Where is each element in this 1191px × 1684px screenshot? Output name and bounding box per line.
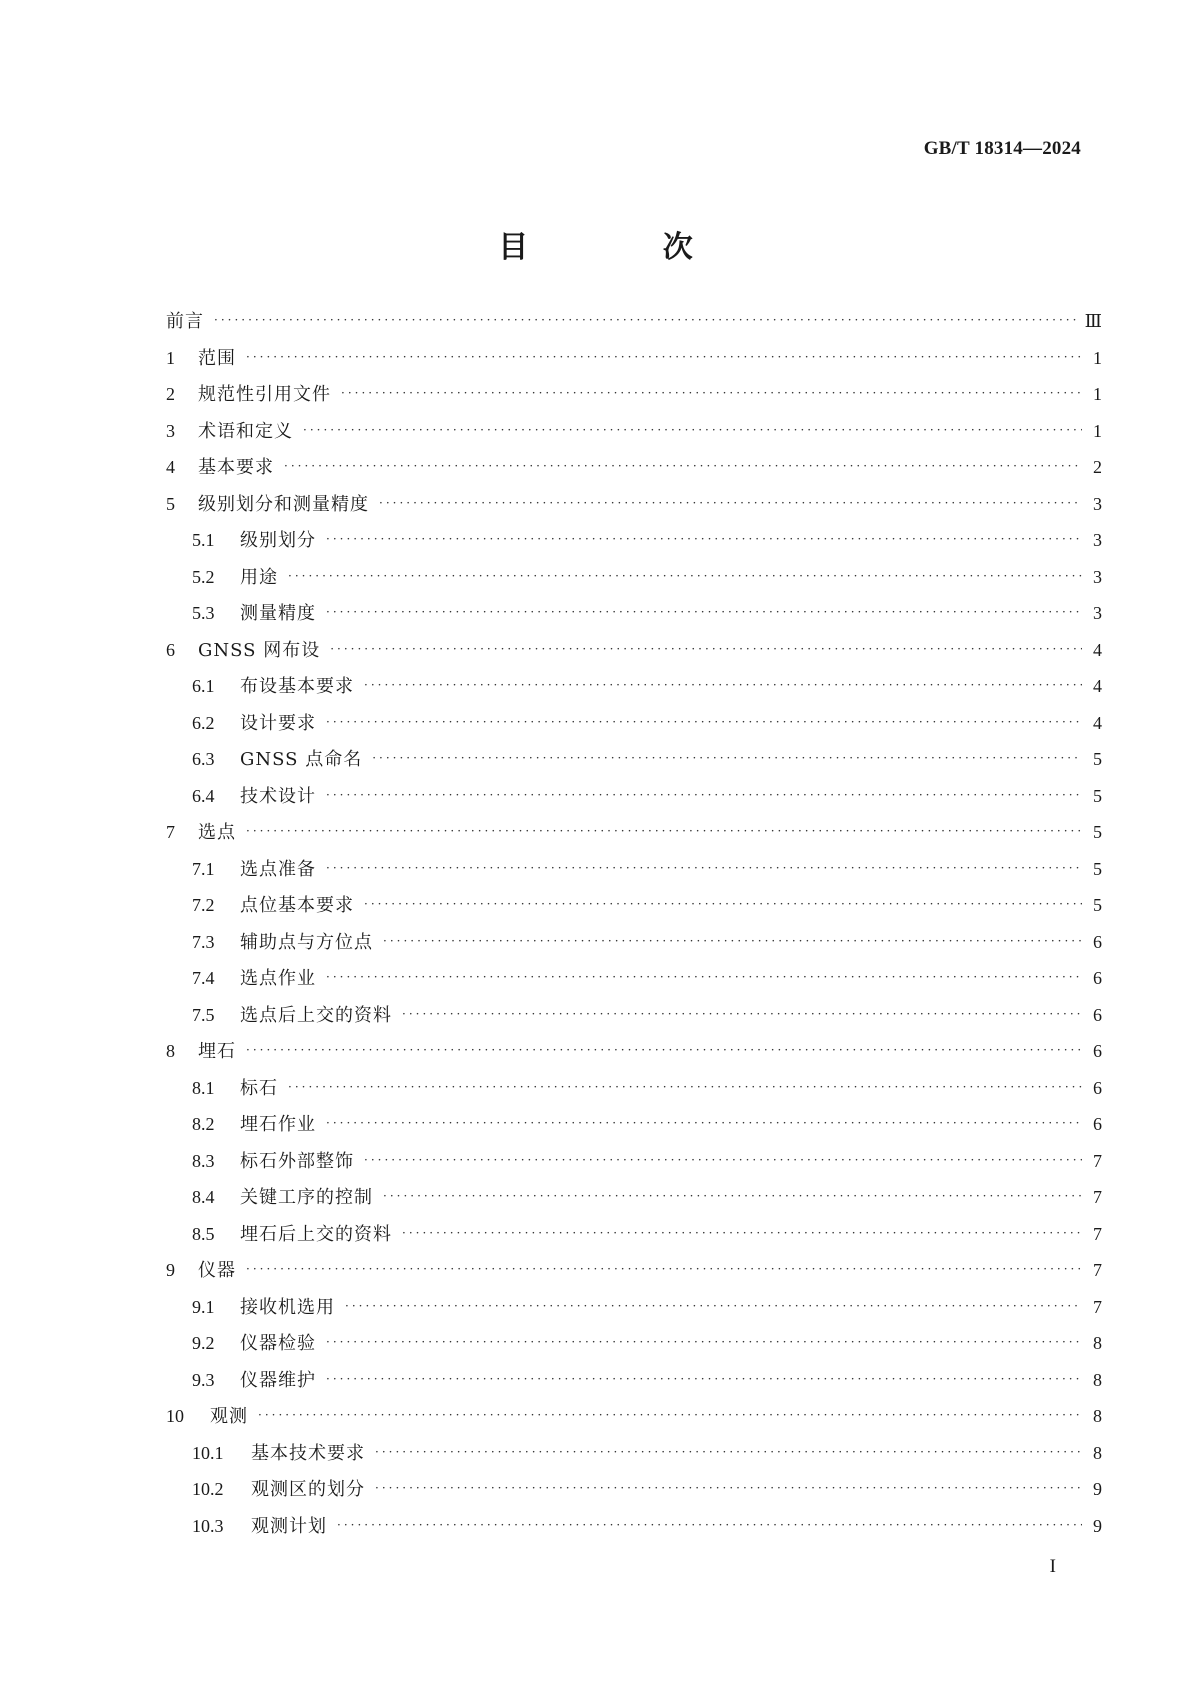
toc-entry[interactable] [166, 1289, 1102, 1326]
toc-entry[interactable] [166, 1435, 1102, 1472]
toc-entry[interactable] [166, 303, 1102, 340]
toc-entry-page: 6 [1093, 1077, 1102, 1098]
toc-entry[interactable] [166, 486, 1102, 523]
toc-entry-title: 测量精度 [240, 603, 316, 624]
toc-dot-leader [326, 704, 1082, 741]
toc-entry-page: 3 [1093, 603, 1102, 623]
toc-entry-number: 7.2 [192, 895, 215, 915]
toc-dot-leader [330, 631, 1082, 668]
toc-entry-title: 辅助点与方位点 [240, 931, 373, 953]
toc-entry-number: 6.3 [192, 749, 215, 769]
toc-dot-leader [326, 959, 1082, 996]
toc-entry-title: 仪器维护 [240, 1369, 316, 1391]
toc-entry[interactable] [166, 1143, 1102, 1180]
toc-entry-title: 埋石作业 [240, 1114, 316, 1135]
toc-entry[interactable] [166, 559, 1102, 596]
toc-entry[interactable] [166, 1070, 1102, 1107]
toc-dot-leader [364, 886, 1082, 923]
toc-entry-title: 布设基本要求 [240, 676, 354, 697]
toc-entry-number: 5 [166, 493, 175, 514]
toc-entry-page: 7 [1093, 1223, 1102, 1244]
toc-entry[interactable] [166, 997, 1102, 1034]
toc-dot-leader [375, 1434, 1082, 1471]
toc-dot-leader [246, 1251, 1082, 1288]
toc-entry-title: 选点 [198, 822, 236, 843]
toc-entry-number: 7 [166, 822, 175, 842]
toc-dot-leader [375, 1470, 1082, 1507]
toc-dot-leader [364, 1142, 1082, 1179]
toc-entry-page: 5 [1093, 895, 1102, 915]
toc-dot-leader [246, 1032, 1082, 1069]
toc-entry-page: Ⅲ [1084, 311, 1102, 331]
footer-page-number: I [1049, 1556, 1056, 1577]
toc-entry-page: 1 [1093, 347, 1102, 368]
standard-code: GB/T 18314—2024 [923, 138, 1081, 159]
toc-entry-page: 8 [1093, 1406, 1102, 1426]
toc-entry-title: 仪器检验 [240, 1333, 316, 1354]
toc-entry[interactable] [166, 522, 1102, 559]
toc-dot-leader [383, 1178, 1082, 1215]
toc-entry-number: 1 [166, 347, 175, 368]
toc-dot-leader [326, 1361, 1082, 1398]
toc-entry-page: 6 [1093, 1004, 1102, 1025]
toc-entry-page: 6 [1093, 1114, 1102, 1134]
page-title: 目 次 [498, 230, 755, 266]
toc-entry-number: 8.5 [192, 1223, 215, 1244]
table-of-contents [166, 303, 1102, 1544]
toc-entry-title: 观测区的划分 [251, 1479, 365, 1500]
toc-entry-title: 术语和定义 [198, 420, 293, 442]
toc-entry[interactable] [166, 1508, 1102, 1545]
toc-entry-page: 7 [1093, 1187, 1102, 1207]
toc-dot-leader [383, 923, 1082, 960]
toc-entry[interactable] [166, 1398, 1102, 1435]
toc-entry-page: 6 [1093, 1041, 1102, 1061]
toc-entry[interactable] [166, 778, 1102, 815]
toc-entry-number: 7.4 [192, 968, 215, 988]
toc-entry-title: 设计要求 [240, 712, 316, 734]
toc-dot-leader [303, 412, 1082, 449]
toc-entry-number: 8.2 [192, 1114, 215, 1134]
toc-entry-title: 接收机选用 [240, 1296, 335, 1318]
toc-entry-title: 埋石 [198, 1041, 236, 1062]
toc-entry-number: 8.3 [192, 1150, 215, 1171]
toc-entry-page: 7 [1093, 1260, 1102, 1280]
toc-entry-page: 4 [1093, 712, 1102, 733]
toc-entry-number: 5.1 [192, 530, 215, 550]
toc-dot-leader [341, 375, 1082, 412]
toc-entry-page: 4 [1093, 676, 1102, 696]
toc-entry[interactable] [166, 1362, 1102, 1399]
toc-entry-number: 7.5 [192, 1004, 215, 1025]
toc-entry[interactable] [166, 705, 1102, 742]
toc-entry-title: 技术设计 [240, 785, 316, 807]
toc-dot-leader [326, 594, 1082, 631]
toc-entry-number: 6.4 [192, 785, 215, 806]
toc-entry-title: 基本要求 [198, 457, 274, 478]
toc-entry-number: 8.4 [192, 1187, 215, 1207]
toc-entry-title: GNSS 点命名 [240, 749, 363, 770]
toc-dot-leader [288, 1069, 1082, 1106]
toc-entry[interactable] [166, 814, 1102, 851]
toc-entry[interactable] [166, 1252, 1102, 1289]
toc-entry-title: 观测 [210, 1406, 248, 1427]
toc-entry-page: 5 [1093, 785, 1102, 806]
toc-entry-page: 8 [1093, 1333, 1102, 1353]
toc-entry-number: 6.1 [192, 676, 215, 696]
toc-entry-title: 范围 [198, 347, 236, 369]
toc-dot-leader [326, 850, 1082, 887]
toc-entry-page: 3 [1093, 530, 1102, 550]
toc-entry-number: 9.1 [192, 1296, 215, 1317]
toc-entry[interactable] [166, 851, 1102, 888]
toc-dot-leader [402, 996, 1082, 1033]
toc-entry[interactable] [166, 924, 1102, 961]
toc-entry-number: 9.2 [192, 1333, 215, 1353]
toc-entry-title: 标石外部整饰 [240, 1150, 354, 1172]
toc-entry-title: 点位基本要求 [240, 895, 354, 916]
toc-entry-number: 7.3 [192, 931, 215, 952]
toc-entry-page: 1 [1093, 420, 1102, 441]
toc-dot-leader [345, 1288, 1082, 1325]
toc-entry-page: 9 [1093, 1479, 1102, 1499]
toc-entry-page: 8 [1093, 1442, 1102, 1463]
toc-entry[interactable] [166, 887, 1102, 924]
toc-entry-title: 规范性引用文件 [198, 384, 331, 405]
toc-entry-number: 9.3 [192, 1369, 215, 1390]
toc-entry-page: 4 [1093, 639, 1102, 660]
toc-entry[interactable] [166, 1216, 1102, 1253]
toc-dot-leader [214, 302, 1077, 339]
toc-entry-title: 基本技术要求 [251, 1442, 365, 1464]
toc-entry[interactable] [166, 960, 1102, 997]
toc-entry-number: 10.3 [192, 1515, 224, 1536]
toc-entry[interactable] [166, 1471, 1102, 1508]
toc-entry-page: 9 [1093, 1515, 1102, 1536]
toc-entry-number: 6 [166, 639, 175, 660]
toc-dot-leader [326, 1324, 1082, 1361]
toc-dot-leader [284, 448, 1082, 485]
toc-entry-number: 4 [166, 457, 175, 477]
toc-dot-leader [379, 485, 1082, 522]
toc-entry[interactable] [166, 340, 1102, 377]
toc-entry-page: 2 [1093, 457, 1102, 477]
toc-entry[interactable] [166, 741, 1102, 778]
toc-entry-number: 8.1 [192, 1077, 215, 1098]
toc-entry-page: 5 [1093, 822, 1102, 842]
toc-entry-title: 埋石后上交的资料 [240, 1223, 392, 1245]
toc-entry-number: 10.1 [192, 1442, 224, 1463]
toc-entry[interactable] [166, 1033, 1102, 1070]
toc-dot-leader [258, 1397, 1082, 1434]
toc-entry[interactable] [166, 1325, 1102, 1362]
toc-entry-number: 10 [166, 1406, 184, 1426]
toc-entry[interactable] [166, 449, 1102, 486]
toc-entry-page: 6 [1093, 968, 1102, 988]
toc-entry-title: GNSS 网布设 [198, 639, 321, 661]
toc-entry-title: 前言 [166, 311, 204, 332]
toc-entry-title: 级别划分和测量精度 [198, 493, 369, 515]
toc-entry-page: 5 [1093, 749, 1102, 769]
toc-dot-leader [246, 813, 1082, 850]
toc-entry[interactable] [166, 376, 1102, 413]
toc-entry-title: 选点后上交的资料 [240, 1004, 392, 1026]
toc-entry[interactable] [166, 413, 1102, 450]
toc-entry-title: 选点准备 [240, 858, 316, 880]
toc-entry-page: 8 [1093, 1369, 1102, 1390]
toc-entry-number: 3 [166, 420, 175, 441]
toc-entry-number: 5.3 [192, 603, 215, 623]
toc-entry[interactable] [166, 668, 1102, 705]
toc-entry[interactable] [166, 1179, 1102, 1216]
toc-entry-title: 用途 [240, 566, 278, 588]
toc-dot-leader [337, 1507, 1082, 1544]
toc-dot-leader [364, 667, 1082, 704]
toc-entry-number: 7.1 [192, 858, 215, 879]
toc-dot-leader [326, 521, 1082, 558]
toc-entry-number: 5.2 [192, 566, 215, 587]
toc-entry-title: 关键工序的控制 [240, 1187, 373, 1208]
toc-dot-leader [288, 558, 1082, 595]
toc-entry-page: 1 [1093, 384, 1102, 404]
toc-entry-title: 标石 [240, 1077, 278, 1099]
toc-dot-leader [326, 1105, 1082, 1142]
toc-entry[interactable] [166, 595, 1102, 632]
toc-entry-number: 8 [166, 1041, 175, 1061]
toc-entry-title: 观测计划 [251, 1515, 327, 1537]
toc-dot-leader [246, 339, 1082, 376]
toc-entry-page: 3 [1093, 493, 1102, 514]
toc-entry[interactable] [166, 1106, 1102, 1143]
toc-entry-page: 3 [1093, 566, 1102, 587]
toc-entry-page: 6 [1093, 931, 1102, 952]
toc-entry-number: 10.2 [192, 1479, 224, 1499]
toc-entry-page: 7 [1093, 1296, 1102, 1317]
toc-entry-title: 级别划分 [240, 530, 316, 551]
toc-dot-leader [402, 1215, 1082, 1252]
toc-entry-number: 6.2 [192, 712, 215, 733]
toc-dot-leader [372, 740, 1082, 777]
toc-entry-title: 仪器 [198, 1260, 236, 1281]
toc-entry-number: 9 [166, 1260, 175, 1280]
toc-dot-leader [326, 777, 1082, 814]
toc-entry-number: 2 [166, 384, 175, 404]
toc-entry-title: 选点作业 [240, 968, 316, 989]
toc-entry[interactable] [166, 632, 1102, 669]
toc-entry-page: 5 [1093, 858, 1102, 879]
toc-entry-page: 7 [1093, 1150, 1102, 1171]
